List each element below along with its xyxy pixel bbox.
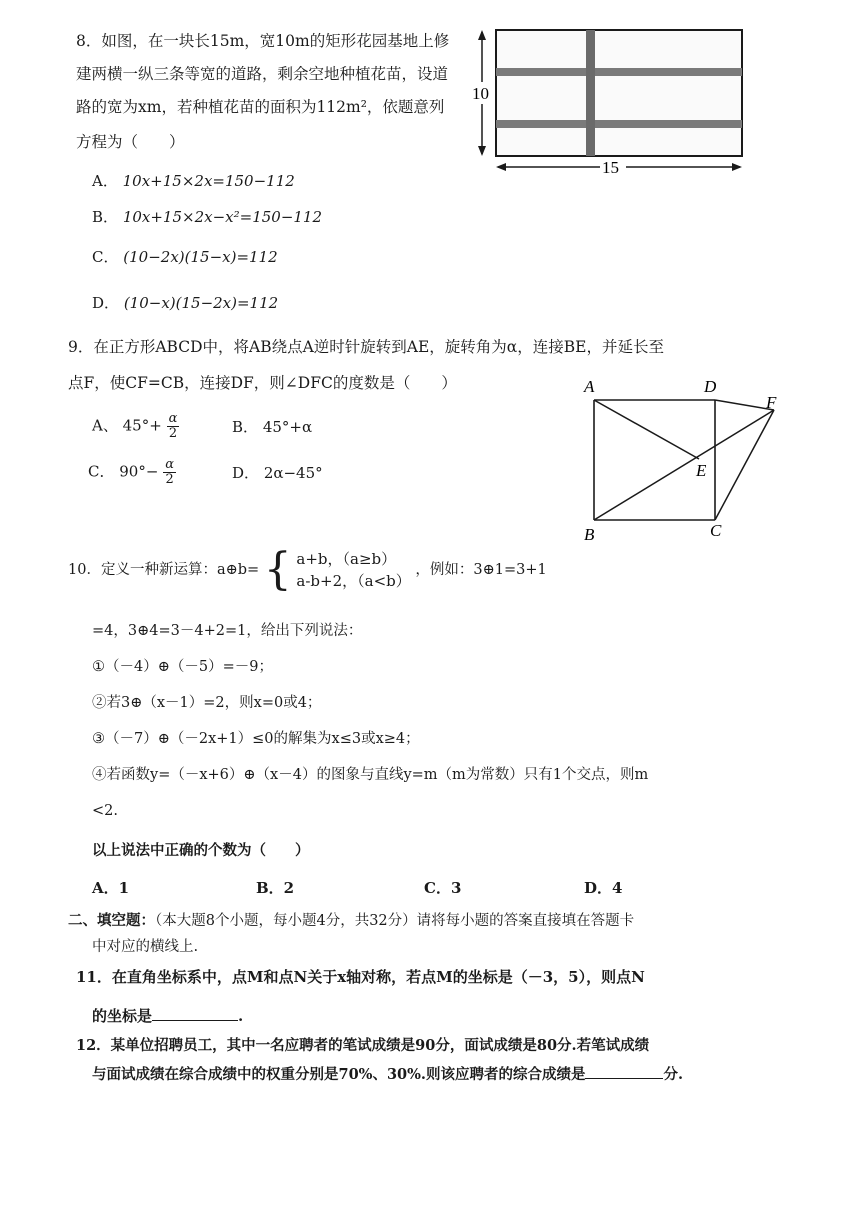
segment-ae: [594, 400, 699, 459]
q10-case-1: a+b，（a≥b）: [296, 550, 397, 568]
q11-line2: [92, 1004, 243, 1027]
q10-question: 以上说法中正确的个数为（ ）: [92, 842, 310, 859]
arrow-right-icon: [732, 163, 742, 171]
q9-line2: 点F，使CF=CB，连接DF，则∠DFC的度数是（ ）: [68, 374, 457, 392]
option-label: B．: [92, 208, 119, 226]
point-f-label: F: [766, 393, 777, 412]
arrow-left-icon: [496, 163, 506, 171]
q12-line1: 12．某单位招聘员工，其中一名应聘者的笔试成绩是90分，面试成绩是80分.若笔试成绩: [76, 1037, 650, 1054]
option-label: C．: [92, 248, 119, 266]
answer-blank[interactable]: [152, 1004, 238, 1021]
q10-option-c: C．3: [424, 879, 462, 897]
q10-statement-4: ④若函数y=（－x+6）⊕（x－4）的图象与直线y=m（m为常数）只有1个交点，则m: [92, 767, 649, 783]
q10-option-d: D．4: [584, 879, 623, 897]
fraction-denominator: 2: [168, 426, 178, 441]
q9-option-d: [232, 462, 323, 483]
width-label: 15: [602, 158, 619, 177]
point-e-label: E: [696, 461, 707, 480]
option-text: 10x+15×2x−x²=150−112: [122, 208, 323, 226]
q10-definition: [68, 544, 547, 595]
arrow-up-icon: [478, 30, 486, 40]
q8-option-d: [92, 292, 278, 313]
q8-garden-figure: [468, 22, 753, 182]
q10-statement-3: ③（－7）⊕（－2x+1）≤0的解集为x≤3或x≥4；: [92, 731, 420, 747]
point-a-label: A: [584, 377, 595, 396]
q8-option-b: [92, 206, 322, 227]
option-pre: 45°+: [122, 416, 162, 435]
segment-cf: [715, 410, 774, 520]
option-text: 10x+15×2x=150−112: [122, 172, 295, 190]
q9-square-figure: [578, 370, 798, 545]
q10-option-b: B．2: [256, 879, 295, 897]
fraction-numerator: α: [168, 411, 178, 426]
horizontal-road-top: [496, 68, 742, 76]
point-b-label: B: [584, 525, 595, 544]
option-label: A、: [92, 416, 118, 435]
answer-blank[interactable]: [585, 1062, 663, 1079]
q11-end: .: [238, 1007, 244, 1025]
section2-desc-cont: 中对应的横线上.: [92, 939, 199, 955]
fraction: [167, 412, 180, 441]
option-label: C．: [88, 462, 115, 481]
segment-bf: [594, 410, 774, 520]
q9-option-c: [88, 458, 176, 487]
q12-line2: [92, 1062, 683, 1086]
q8-line3: 路的宽为xm，若种植花苗的面积为112m²，依题意列: [76, 98, 445, 116]
q10-case-2: a-b+2，（a<b）: [296, 572, 411, 590]
section2-title: 二、填空题：: [68, 912, 155, 929]
q10-example-1: ，例如：3⊕1=3+1: [415, 562, 547, 578]
height-label: 10: [472, 84, 489, 103]
point-c-label: C: [710, 521, 722, 540]
section2-header: [68, 910, 634, 932]
option-pre: 90°−: [119, 462, 159, 481]
option-text: (10−x)(15−2x)=112: [123, 294, 279, 312]
option-text: (10−2x)(15−x)=112: [123, 248, 278, 266]
vertical-road: [586, 30, 595, 156]
left-brace-icon: {: [263, 544, 292, 595]
q11-prompt: 的坐标是: [92, 1007, 153, 1025]
fraction-numerator: α: [165, 457, 174, 472]
horizontal-road-bottom: [496, 120, 742, 128]
q9-option-b: [232, 416, 312, 437]
option-text: 45°+α: [262, 418, 313, 436]
section2-desc: （本大题8个小题，每小题4分，共32分）请将每小题的答案直接填在答题卡: [155, 913, 635, 929]
q10-cases: [296, 548, 410, 592]
point-d-label: D: [704, 377, 717, 396]
q8-line4: 方程为（ ）: [76, 133, 185, 151]
q10-statement-2: ②若3⊕（x－1）=2，则x=0或4；: [92, 695, 322, 711]
fraction: [163, 458, 176, 487]
garden-outline: [496, 30, 742, 156]
q8-line1: 8．如图，在一块长15m，宽10m的矩形花园基地上修: [76, 32, 450, 50]
q8-option-c: [92, 246, 278, 267]
q8-line2: 建两横一纵三条等宽的道路，剩余空地种植花苗，设道: [76, 65, 449, 83]
q10-statement-4-cont: <2.: [92, 803, 118, 819]
option-label: A．: [92, 172, 118, 190]
q10-example-2: =4，3⊕4=3－4+2=1，给出下列说法：: [92, 623, 363, 639]
q9-option-a: [92, 412, 179, 441]
fraction-denominator: 2: [165, 472, 174, 487]
arrow-down-icon: [478, 146, 486, 156]
option-label: D．: [232, 464, 260, 482]
q10-intro: 10．定义一种新运算：a⊕b=: [68, 562, 260, 578]
q12-end: 分.: [663, 1066, 684, 1083]
option-text: 2α−45°: [263, 464, 323, 482]
option-label: B．: [232, 418, 259, 436]
q10-option-a: A．1: [92, 879, 130, 897]
q9-line1: 9．在正方形ABCD中，将AB绕点A逆时针旋转到AE，旋转角为α，连接BE，并延长至: [68, 338, 664, 356]
q11-line1: 11．在直角坐标系中，点M和点N关于x轴对称，若点M的坐标是（－3，5），则点N: [76, 968, 645, 986]
q8-option-a: [92, 170, 295, 191]
q12-prompt: 与面试成绩在综合成绩中的权重分别是70%、30%.则该应聘者的综合成绩是: [92, 1066, 586, 1083]
option-label: D．: [92, 294, 120, 312]
q10-statement-1: ①（－4）⊕（－5）=－9；: [92, 659, 273, 675]
